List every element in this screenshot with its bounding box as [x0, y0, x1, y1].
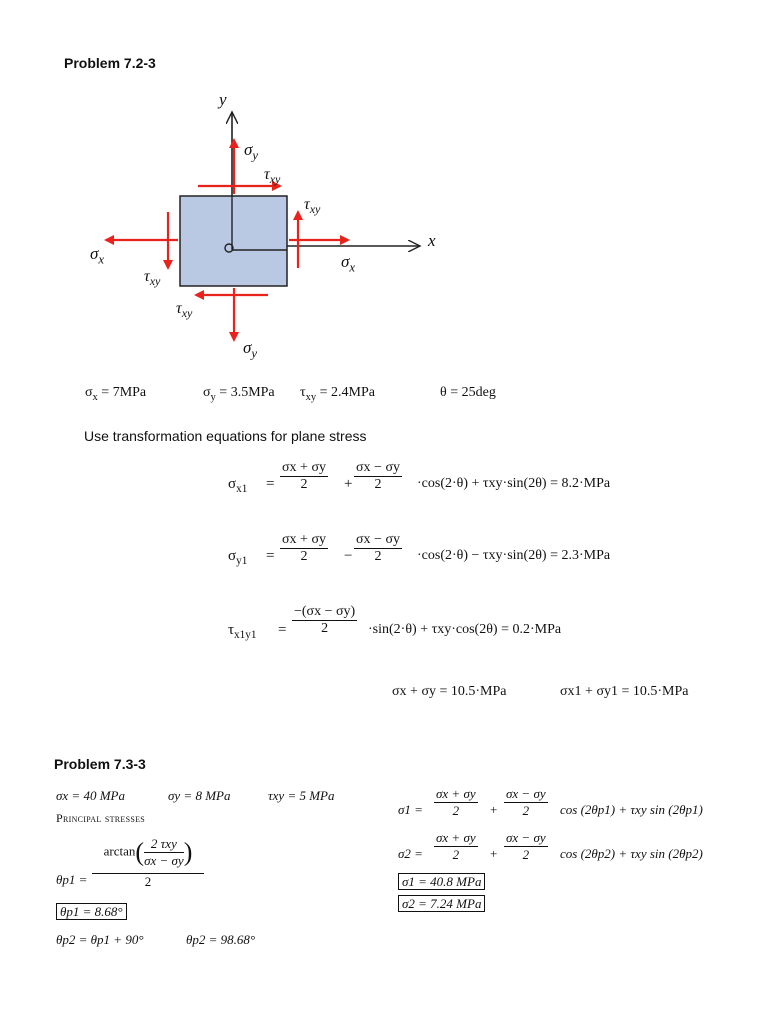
theta-p1-result: θp1 = 8.68°	[56, 904, 127, 920]
sigma2-fraction-diff: $\frac{\sigma x - \sigma y}{2}$	[506, 830, 546, 862]
check-sum-original: σx + σy = 10.5·MPa	[392, 684, 507, 699]
principal-stresses-label: Principal stresses	[56, 811, 146, 825]
eq2-fraction-diff: $\frac{\sigma x - \sigma y}{2}$	[356, 532, 400, 564]
theta-p2-expression: θp2 = θp1 + 90°	[56, 932, 144, 947]
x-axis-label: x	[428, 231, 436, 250]
eq1-lhs: $\sigma_{x1}$	[228, 476, 248, 495]
given-sigma-y: $\sigma_y = 3.5MPa$	[203, 385, 275, 403]
eq1-tail: ·cos(2·θ) + τxy·sin(2θ) = 8.2·MPa	[417, 476, 611, 491]
theta-p1-fraction: arctan( 2 τxy σx − σy ) 2	[92, 834, 204, 890]
given-theta: θ = 25deg	[440, 385, 496, 400]
sigma1-fraction-diff: $\frac{\sigma x - \sigma y}{2}$	[506, 786, 546, 818]
sigma1-tail: cos (2θp1) + τxy sin (2θp1)	[560, 802, 703, 817]
sigma-y-bottom-label: $\sigma_y$	[243, 338, 258, 361]
eq2-equals: =	[266, 548, 275, 564]
sigma1-fraction-sum: $\frac{\sigma x + \sigma y}{2}$	[436, 786, 476, 818]
sigma1-result: σ1 = 40.8 MPa	[398, 874, 485, 890]
eq3-fraction: $\frac{-(\sigma x - \sigma y)}{2}$	[294, 604, 356, 636]
check-sum-transformed: σx1 + σy1 = 10.5·MPa	[560, 684, 689, 699]
y-axis-label: y	[219, 90, 227, 109]
problem-7-3-3-title: Problem 7.3-3	[54, 756, 146, 772]
theta-p2-result: θp2 = 98.68°	[186, 932, 256, 947]
sigma1-operator: +	[490, 802, 498, 817]
eq1-fraction-diff: $\frac{\sigma x - \sigma y}{2}$	[356, 460, 400, 492]
tau-top-label: $\tau_{xy}$	[264, 166, 281, 187]
sigma2-operator: +	[490, 846, 498, 861]
eq2-lhs: $\sigma_{y1}$	[228, 548, 248, 567]
eq3-equals: =	[278, 622, 287, 638]
eq1-equals: =	[266, 476, 275, 492]
given2-tau-xy: τxy = 5 MPa	[268, 788, 335, 803]
instruction-text: Use transformation equations for plane stress	[84, 428, 367, 444]
eq2-tail: ·cos(2·θ) − τxy·sin(2θ) = 2.3·MPa	[417, 548, 611, 563]
sigma-y-top-label: $\sigma_y$	[244, 140, 259, 163]
stress-element-diagram	[80, 85, 460, 370]
sigma-x-left-label: $\sigma_x$	[90, 244, 105, 267]
stress-element-square	[180, 196, 287, 286]
theta-p1-lhs: θp1 =	[56, 872, 88, 887]
eq1-operator: +	[344, 476, 353, 492]
given2-sigma-x: σx = 40 MPa	[56, 788, 125, 803]
given-sigma-x: $\sigma_x = 7MPa$	[85, 385, 147, 403]
eq3-lhs: $\tau_{x1y1}$	[228, 622, 257, 641]
sigma2-fraction-sum: $\frac{\sigma x + \sigma y}{2}$	[436, 830, 476, 862]
eq1-fraction-sum: $\frac{\sigma x + \sigma y}{2}$	[282, 460, 326, 492]
sigma-x-right-label: $\sigma_x$	[341, 252, 356, 275]
sigma2-result: σ2 = 7.24 MPa	[398, 896, 485, 912]
eq2-fraction-sum: $\frac{\sigma x + \sigma y}{2}$	[282, 532, 326, 564]
problem-7-2-3-title: Problem 7.2-3	[64, 55, 156, 71]
sigma1-lhs: σ1 =	[398, 802, 423, 817]
eq3-tail: ·sin(2·θ) + τxy·cos(2θ) = 0.2·MPa	[368, 622, 562, 637]
sigma2-tail: cos (2θp2) + τxy sin (2θp2)	[560, 846, 703, 861]
given-tau-xy: $\tau_{xy} = 2.4MPa$	[300, 385, 375, 403]
tau-bottom-label: $\tau_{xy}$	[176, 300, 193, 321]
sigma2-lhs: σ2 =	[398, 846, 423, 861]
tau-right-label: $\tau_{xy}$	[304, 196, 321, 217]
eq2-operator: −	[344, 548, 353, 564]
given2-sigma-y: σy = 8 MPa	[168, 788, 231, 803]
tau-left-label: $\tau_{xy}$	[144, 268, 161, 289]
